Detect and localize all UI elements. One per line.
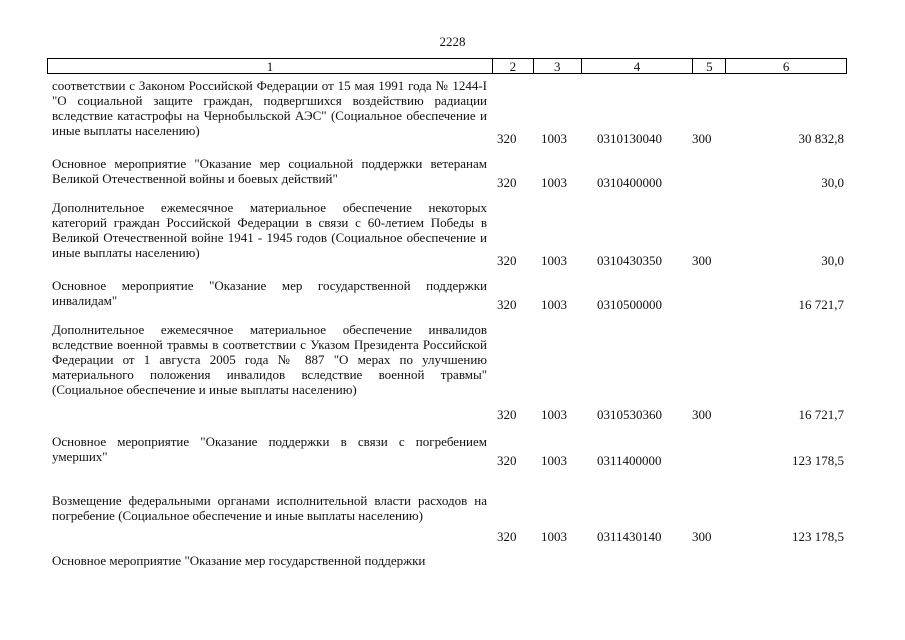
- table-row: [0, 434, 905, 468]
- header-col-4: 4: [581, 59, 693, 73]
- row-description: Основное мероприятие "Оказание поддержки в связи с погребением умерших": [52, 434, 487, 464]
- row-amount: 30,0: [821, 253, 844, 268]
- page-number: 2228: [439, 34, 466, 49]
- table-row: [0, 322, 905, 422]
- table-row: [0, 200, 905, 268]
- row-expense-type: 300: [692, 529, 712, 544]
- row-amount: 123 178,5: [792, 453, 844, 468]
- header-col-5: 5: [692, 59, 725, 73]
- row-target: 0310530360: [597, 407, 662, 422]
- row-amount: 16 721,7: [798, 297, 844, 312]
- row-description: Возмещение федеральными органами исполнительной власти расходов на погребение (Социальное обеспечение и иные выплаты населению): [52, 493, 487, 523]
- row-section: 1003: [541, 253, 567, 268]
- row-ministry: 320: [497, 175, 517, 190]
- table-row: [0, 78, 905, 146]
- row-target: 0310430350: [597, 253, 662, 268]
- row-section: 1003: [541, 175, 567, 190]
- row-amount: 30 832,8: [798, 131, 844, 146]
- table-row: [0, 156, 905, 190]
- table-row: [0, 493, 905, 544]
- row-expense-type: 300: [692, 131, 712, 146]
- row-description: Основное мероприятие "Оказание мер социальной поддержки ветеранам Великой Отечественной войны и боевых действий": [52, 156, 487, 186]
- row-description: Основное мероприятие "Оказание мер государственной поддержки инвалидам": [52, 278, 487, 308]
- row-ministry: 320: [497, 453, 517, 468]
- row-target: 0310130040: [597, 131, 662, 146]
- row-description: Дополнительное ежемесячное материальное обеспечение инвалидов вследствие военной травмы в соответствии с Указом Президента Российской Федерации от 1 августа 2005 года № 887 "О мерах по улучшению материального положения инвалидов вследствие военной травмы" (Социальное обеспечение и иные выплаты населению): [52, 322, 487, 397]
- row-expense-type: 300: [692, 253, 712, 268]
- row-ministry: 320: [497, 297, 517, 312]
- row-section: 1003: [541, 529, 567, 544]
- row-target: 0310400000: [597, 175, 662, 190]
- row-section: 1003: [541, 131, 567, 146]
- header-col-6: 6: [725, 59, 846, 73]
- row-amount: 123 178,5: [792, 529, 844, 544]
- row-ministry: 320: [497, 253, 517, 268]
- table-row: [0, 278, 905, 312]
- row-section: 1003: [541, 297, 567, 312]
- header-col-2: 2: [492, 59, 533, 73]
- row-section: 1003: [541, 453, 567, 468]
- table-row: [0, 553, 905, 570]
- row-target: 0311400000: [597, 453, 662, 468]
- row-amount: 30,0: [821, 175, 844, 190]
- row-target: 0310500000: [597, 297, 662, 312]
- row-amount: 16 721,7: [798, 407, 844, 422]
- row-description: Дополнительное ежемесячное материальное обеспечение некоторых категорий граждан Российской Федерации в связи с 60-летием Победы в Великой Отечественной войне 1941 - 1945 годов (Социальное обеспечение и иные выплаты населению): [52, 200, 487, 260]
- row-section: 1003: [541, 407, 567, 422]
- header-col-1: 1: [266, 59, 274, 74]
- header-col-3: 3: [533, 59, 581, 73]
- row-ministry: 320: [497, 131, 517, 146]
- row-description: Основное мероприятие "Оказание мер государственной поддержки: [52, 553, 426, 568]
- row-target: 0311430140: [597, 529, 662, 544]
- row-expense-type: 300: [692, 407, 712, 422]
- row-description: соответствии с Законом Российской Федерации от 15 мая 1991 года № 1244-I "О социальной защите граждан, подвергшихся воздействию радиации вследствие катастрофы на Чернобыльской АЭС" (Социальное обеспечение и иные выплаты населению): [52, 78, 487, 138]
- table-header: [47, 58, 847, 74]
- row-ministry: 320: [497, 407, 517, 422]
- row-ministry: 320: [497, 529, 517, 544]
